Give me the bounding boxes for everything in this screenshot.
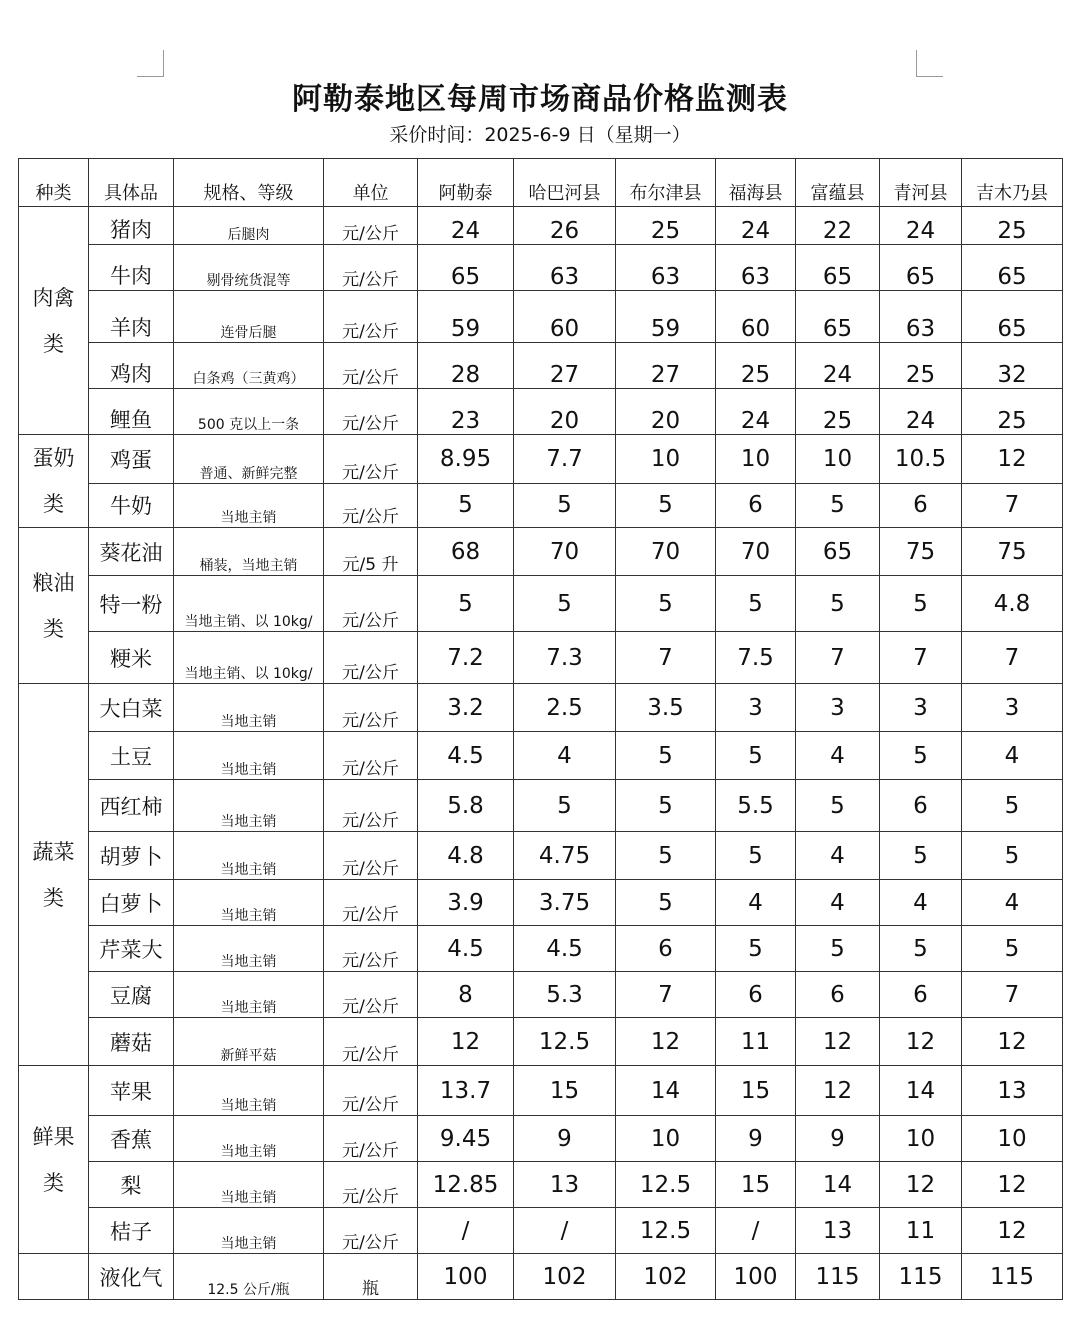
spec-grade: 当地主销 [174, 483, 324, 527]
spec-grade: 连骨后腿 [174, 291, 324, 343]
price-cell: 11 [880, 1208, 962, 1254]
table-row [19, 732, 1063, 780]
unit-cell: 元/公斤 [324, 389, 418, 435]
price-cell: 5 [796, 576, 880, 632]
price-cell: 27 [514, 343, 616, 389]
item-name: 鸡蛋 [89, 435, 174, 484]
price-cell: 15 [716, 1162, 796, 1208]
price-cell: 102 [616, 1254, 716, 1300]
unit-cell: 元/公斤 [324, 1162, 418, 1208]
price-cell: 14 [616, 1066, 716, 1116]
spec-grade: 普通、新鲜完整 [174, 435, 324, 484]
price-table [18, 158, 1063, 1300]
price-cell: 23 [418, 389, 514, 435]
price-cell: 4.8 [418, 832, 514, 880]
price-cell: 4 [514, 732, 616, 780]
price-cell: 24 [880, 207, 962, 245]
item-name: 特一粉 [89, 576, 174, 632]
price-cell: 12 [418, 1018, 514, 1066]
header-cell: 规格、等级 [174, 159, 324, 207]
table-row [19, 291, 1063, 343]
unit-cell: 元/公斤 [324, 291, 418, 343]
table-row [19, 245, 1063, 291]
unit-cell: 元/公斤 [324, 1116, 418, 1162]
unit-cell: 元/公斤 [324, 832, 418, 880]
price-cell: 4 [796, 880, 880, 926]
price-cell: 115 [796, 1254, 880, 1300]
item-name: 粳米 [89, 632, 174, 684]
unit-cell: 元/5 升 [324, 528, 418, 576]
price-cell: 5 [796, 926, 880, 972]
table-row [19, 1116, 1063, 1162]
spec-grade: 剔骨统货混等 [174, 245, 324, 291]
unit-cell: 元/公斤 [324, 245, 418, 291]
price-cell: 5 [962, 926, 1063, 972]
price-cell: 115 [962, 1254, 1063, 1300]
price-cell: 70 [514, 528, 616, 576]
price-cell: 12 [880, 1162, 962, 1208]
price-cell: 15 [716, 1066, 796, 1116]
price-cell: 2.5 [514, 684, 616, 732]
price-cell: 6 [880, 483, 962, 527]
price-cell: 27 [616, 343, 716, 389]
price-cell: 7 [880, 632, 962, 684]
table-row [19, 1254, 1063, 1300]
price-cell: 20 [514, 389, 616, 435]
price-cell: 12 [962, 435, 1063, 484]
price-cell: 7.5 [716, 632, 796, 684]
price-cell: 59 [616, 291, 716, 343]
price-cell: 4 [880, 880, 962, 926]
price-cell: 7.3 [514, 632, 616, 684]
price-cell: 5 [616, 832, 716, 880]
price-cell: 5 [616, 880, 716, 926]
price-cell: 4.5 [418, 926, 514, 972]
price-cell: 7 [962, 483, 1063, 527]
category-label: 蛋奶类 [32, 446, 75, 516]
price-cell: 12 [962, 1018, 1063, 1066]
table-row [19, 832, 1063, 880]
header-cell: 布尔津县 [616, 159, 716, 207]
price-cell: 5 [796, 483, 880, 527]
unit-cell: 元/公斤 [324, 576, 418, 632]
unit-cell: 元/公斤 [324, 880, 418, 926]
spec-grade: 当地主销 [174, 684, 324, 732]
price-cell: 5 [514, 483, 616, 527]
price-cell: 5 [880, 732, 962, 780]
price-cell: 24 [796, 343, 880, 389]
price-cell: 7 [616, 972, 716, 1018]
spec-grade: 500 克以上一条 [174, 389, 324, 435]
price-cell: / [514, 1208, 616, 1254]
table-row [19, 880, 1063, 926]
table-row [19, 926, 1063, 972]
price-cell: 65 [796, 528, 880, 576]
price-cell: 24 [716, 207, 796, 245]
table-row [19, 1018, 1063, 1066]
unit-cell: 元/公斤 [324, 926, 418, 972]
price-cell: 3 [880, 684, 962, 732]
header-cell: 种类 [19, 159, 89, 207]
price-cell: 12 [796, 1066, 880, 1116]
price-cell: 9 [514, 1116, 616, 1162]
price-cell: / [418, 1208, 514, 1254]
price-cell: 7 [962, 972, 1063, 1018]
price-cell: 7 [616, 632, 716, 684]
price-cell: 3 [962, 684, 1063, 732]
item-name: 羊肉 [89, 291, 174, 343]
price-cell: 12.5 [616, 1208, 716, 1254]
price-cell: 4 [796, 732, 880, 780]
price-cell: 9.45 [418, 1116, 514, 1162]
unit-cell: 元/公斤 [324, 1208, 418, 1254]
price-cell: 12.85 [418, 1162, 514, 1208]
price-cell: 11 [716, 1018, 796, 1066]
table-row [19, 389, 1063, 435]
unit-cell: 元/公斤 [324, 343, 418, 389]
item-name: 牛肉 [89, 245, 174, 291]
price-cell: 68 [418, 528, 514, 576]
item-name: 梨 [89, 1162, 174, 1208]
category-cell [19, 207, 89, 435]
header-cell: 阿勒泰 [418, 159, 514, 207]
category-label: 蔬菜类 [32, 839, 75, 910]
category-cell [19, 435, 89, 528]
price-cell: / [716, 1208, 796, 1254]
header-cell: 富蕴县 [796, 159, 880, 207]
price-cell: 5 [880, 832, 962, 880]
price-cell: 26 [514, 207, 616, 245]
price-cell: 14 [796, 1162, 880, 1208]
price-cell: 65 [796, 291, 880, 343]
category-cell [19, 1066, 89, 1254]
table-row [19, 528, 1063, 576]
price-cell: 9 [716, 1116, 796, 1162]
price-cell: 13 [796, 1208, 880, 1254]
spec-grade: 当地主销 [174, 1116, 324, 1162]
price-cell: 5 [880, 576, 962, 632]
price-cell: 4 [796, 832, 880, 880]
price-cell: 4.75 [514, 832, 616, 880]
price-cell: 12 [796, 1018, 880, 1066]
item-name: 豆腐 [89, 972, 174, 1018]
price-cell: 9 [796, 1116, 880, 1162]
price-cell: 25 [616, 207, 716, 245]
spec-grade: 新鲜平菇 [174, 1018, 324, 1066]
header-cell: 具体品 [89, 159, 174, 207]
price-cell: 28 [418, 343, 514, 389]
category-label: 粮油类 [32, 570, 75, 641]
spec-grade: 当地主销 [174, 972, 324, 1018]
price-cell: 13.7 [418, 1066, 514, 1116]
item-name: 西红柿 [89, 780, 174, 832]
table-row [19, 632, 1063, 684]
price-cell: 7.2 [418, 632, 514, 684]
price-cell: 6 [880, 780, 962, 832]
price-cell: 100 [418, 1254, 514, 1300]
price-cell: 63 [880, 291, 962, 343]
price-cell: 25 [962, 389, 1063, 435]
price-cell: 65 [418, 245, 514, 291]
item-name: 芹菜大 [89, 926, 174, 972]
price-cell: 70 [616, 528, 716, 576]
price-cell: 102 [514, 1254, 616, 1300]
price-cell: 6 [880, 972, 962, 1018]
price-cell: 5 [616, 780, 716, 832]
price-cell: 5 [796, 780, 880, 832]
spec-grade: 当地主销、以 10kg/ [174, 632, 324, 684]
item-name: 土豆 [89, 732, 174, 780]
item-name: 蘑菇 [89, 1018, 174, 1066]
price-cell: 4.5 [514, 926, 616, 972]
price-cell: 7 [962, 632, 1063, 684]
price-cell: 24 [716, 389, 796, 435]
item-name: 白萝卜 [89, 880, 174, 926]
price-cell: 7.7 [514, 435, 616, 484]
item-name: 牛奶 [89, 483, 174, 527]
unit-cell: 元/公斤 [324, 684, 418, 732]
price-cell: 24 [418, 207, 514, 245]
price-cell: 13 [514, 1162, 616, 1208]
price-cell: 75 [880, 528, 962, 576]
item-name: 猪肉 [89, 207, 174, 245]
table-row [19, 483, 1063, 527]
price-cell: 10 [796, 435, 880, 484]
spec-grade: 后腿肉 [174, 207, 324, 245]
price-cell: 3.2 [418, 684, 514, 732]
table-row [19, 1162, 1063, 1208]
price-cell: 12 [880, 1018, 962, 1066]
price-cell: 63 [514, 245, 616, 291]
price-cell: 5 [418, 576, 514, 632]
spec-grade: 白条鸡（三黄鸡） [174, 343, 324, 389]
price-cell: 13 [962, 1066, 1063, 1116]
price-cell: 5 [616, 732, 716, 780]
price-cell: 12 [962, 1208, 1063, 1254]
header-row [19, 159, 1063, 207]
unit-cell: 元/公斤 [324, 207, 418, 245]
header-cell: 单位 [324, 159, 418, 207]
price-cell: 59 [418, 291, 514, 343]
category-label: 肉禽类 [32, 285, 75, 356]
table-row [19, 435, 1063, 484]
price-cell: 25 [962, 207, 1063, 245]
spec-grade: 12.5 公斤/瓶 [174, 1254, 324, 1300]
header-cell: 青河县 [880, 159, 962, 207]
price-cell: 6 [716, 972, 796, 1018]
price-cell: 4 [962, 880, 1063, 926]
table-row [19, 780, 1063, 832]
spec-grade: 当地主销 [174, 1208, 324, 1254]
price-cell: 7 [796, 632, 880, 684]
item-name: 苹果 [89, 1066, 174, 1116]
price-cell: 25 [716, 343, 796, 389]
spec-grade: 桶装，当地主销 [174, 528, 324, 576]
price-cell: 63 [616, 245, 716, 291]
unit-cell: 元/公斤 [324, 435, 418, 484]
item-name: 液化气 [89, 1254, 174, 1300]
category-cell [19, 528, 89, 684]
unit-cell: 元/公斤 [324, 732, 418, 780]
table-row [19, 343, 1063, 389]
item-name: 香蕉 [89, 1116, 174, 1162]
table-row [19, 1208, 1063, 1254]
table-row [19, 207, 1063, 245]
price-cell: 10 [616, 1116, 716, 1162]
price-cell: 25 [796, 389, 880, 435]
crop-mark-top-left [137, 50, 164, 77]
price-cell: 3 [796, 684, 880, 732]
price-cell: 12.5 [616, 1162, 716, 1208]
price-cell: 6 [616, 926, 716, 972]
item-name: 葵花油 [89, 528, 174, 576]
category-cell [19, 684, 89, 1066]
price-cell: 8.95 [418, 435, 514, 484]
price-cell: 65 [962, 291, 1063, 343]
spec-grade: 当地主销 [174, 732, 324, 780]
unit-cell: 元/公斤 [324, 1066, 418, 1116]
price-cell: 22 [796, 207, 880, 245]
price-cell: 8 [418, 972, 514, 1018]
price-cell: 12.5 [514, 1018, 616, 1066]
category-label: 鲜果类 [32, 1124, 75, 1195]
survey-date: 采价时间：2025-6-9 日（星期一） [389, 124, 691, 146]
price-cell: 65 [880, 245, 962, 291]
spec-grade: 当地主销 [174, 1066, 324, 1116]
price-cell: 5 [716, 576, 796, 632]
price-cell: 5 [616, 483, 716, 527]
price-cell: 60 [716, 291, 796, 343]
unit-cell: 元/公斤 [324, 483, 418, 527]
price-cell: 5 [716, 926, 796, 972]
price-cell: 12 [962, 1162, 1063, 1208]
table-row [19, 576, 1063, 632]
price-cell: 65 [962, 245, 1063, 291]
price-cell: 4.8 [962, 576, 1063, 632]
price-cell: 10.5 [880, 435, 962, 484]
price-cell: 5 [962, 832, 1063, 880]
price-cell: 5 [514, 780, 616, 832]
price-cell: 5.3 [514, 972, 616, 1018]
unit-cell: 元/公斤 [324, 972, 418, 1018]
header-cell: 吉木乃县 [962, 159, 1063, 207]
header-cell: 哈巴河县 [514, 159, 616, 207]
item-name: 大白菜 [89, 684, 174, 732]
price-cell: 4 [962, 732, 1063, 780]
price-cell: 5 [880, 926, 962, 972]
price-cell: 5 [962, 780, 1063, 832]
price-cell: 10 [962, 1116, 1063, 1162]
price-cell: 5.8 [418, 780, 514, 832]
price-cell: 60 [514, 291, 616, 343]
table-row [19, 972, 1063, 1018]
spec-grade: 当地主销 [174, 1162, 324, 1208]
price-cell: 3.9 [418, 880, 514, 926]
spec-grade: 当地主销、以 10kg/ [174, 576, 324, 632]
price-cell: 63 [716, 245, 796, 291]
document-title: 阿勒泰地区每周市场商品价格监测表 [292, 82, 788, 117]
price-cell: 3 [716, 684, 796, 732]
price-cell: 5 [716, 732, 796, 780]
crop-mark-top-right [916, 50, 943, 77]
price-cell: 6 [796, 972, 880, 1018]
table-row [19, 1066, 1063, 1116]
price-cell: 4.5 [418, 732, 514, 780]
price-cell: 5 [418, 483, 514, 527]
price-cell: 10 [616, 435, 716, 484]
price-cell: 65 [796, 245, 880, 291]
price-cell: 5 [514, 576, 616, 632]
spec-grade: 当地主销 [174, 780, 324, 832]
spec-grade: 当地主销 [174, 926, 324, 972]
price-cell: 15 [514, 1066, 616, 1116]
price-cell: 3.5 [616, 684, 716, 732]
price-cell: 6 [716, 483, 796, 527]
price-cell: 14 [880, 1066, 962, 1116]
price-cell: 5 [616, 576, 716, 632]
price-cell: 100 [716, 1254, 796, 1300]
unit-cell: 元/公斤 [324, 632, 418, 684]
price-cell: 20 [616, 389, 716, 435]
price-cell: 5 [716, 832, 796, 880]
price-cell: 115 [880, 1254, 962, 1300]
price-cell: 75 [962, 528, 1063, 576]
header-cell: 福海县 [716, 159, 796, 207]
category-cell [19, 1254, 89, 1300]
price-cell: 10 [716, 435, 796, 484]
price-cell: 10 [880, 1116, 962, 1162]
item-name: 桔子 [89, 1208, 174, 1254]
item-name: 鸡肉 [89, 343, 174, 389]
item-name: 鲤鱼 [89, 389, 174, 435]
unit-cell: 元/公斤 [324, 780, 418, 832]
spec-grade: 当地主销 [174, 832, 324, 880]
price-cell: 24 [880, 389, 962, 435]
table-row [19, 684, 1063, 732]
price-cell: 5.5 [716, 780, 796, 832]
price-cell: 25 [880, 343, 962, 389]
price-cell: 12 [616, 1018, 716, 1066]
price-cell: 4 [716, 880, 796, 926]
price-cell: 32 [962, 343, 1063, 389]
price-cell: 3.75 [514, 880, 616, 926]
price-cell: 70 [716, 528, 796, 576]
item-name: 胡萝卜 [89, 832, 174, 880]
unit-cell: 元/公斤 [324, 1018, 418, 1066]
unit-cell: 瓶 [324, 1254, 418, 1300]
spec-grade: 当地主销 [174, 880, 324, 926]
